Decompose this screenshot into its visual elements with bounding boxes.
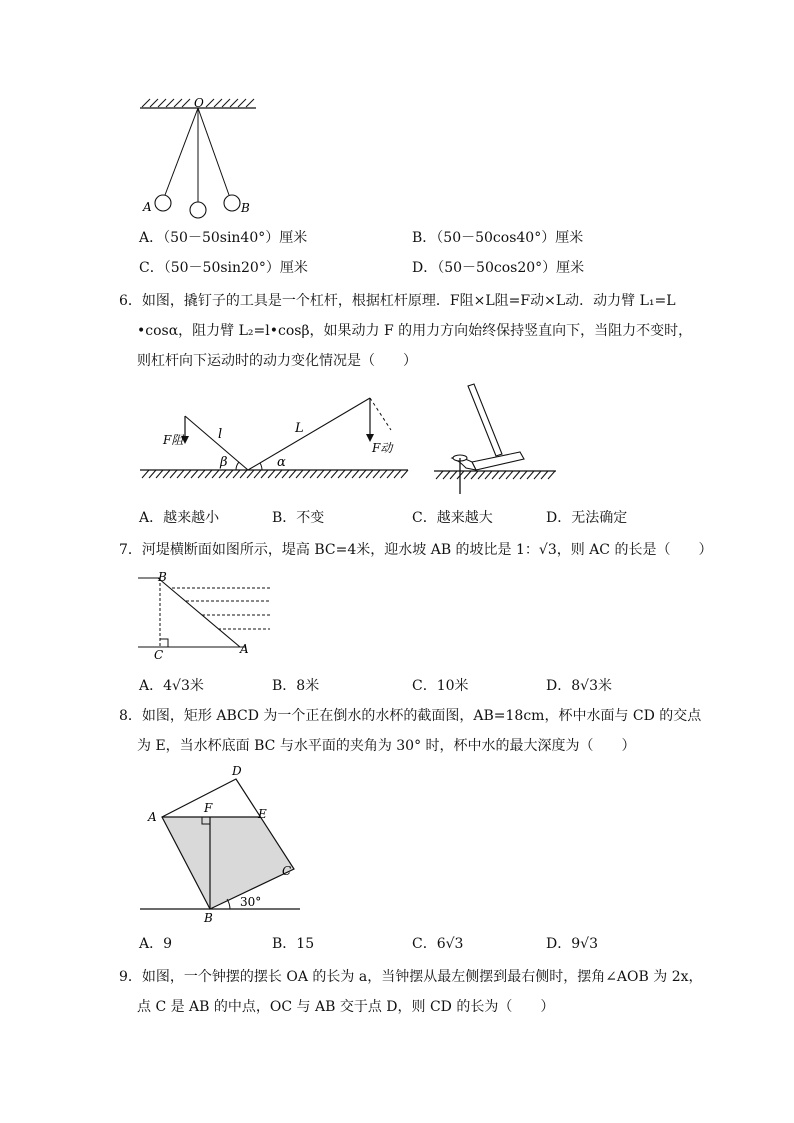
q7-stem-line1: 7．河堤横断面如图所示，堤高 BC=4米，迎水坡 AB 的坡比是 1：√3，则 AC 的长是（ ） [119, 542, 713, 558]
label-B: B [158, 570, 167, 584]
embankment-figure [136, 568, 276, 662]
q8-stem-line1: 8．如图，矩形 ABCD 为一个正在倒水的水杯的截面图，AB=18cm，杯中水面与 CD 的交点 [119, 708, 702, 724]
option-text: 4√3米 [163, 678, 204, 694]
option-text: 越来越小 [163, 510, 220, 526]
bob-left [155, 195, 171, 211]
label-beta: β [220, 455, 228, 470]
option-text: 8米 [296, 678, 320, 694]
string-left [165, 108, 198, 195]
tilted-cup-figure [136, 762, 316, 924]
q5-option-b[interactable] [412, 228, 583, 248]
label-A: A [240, 642, 249, 656]
label-C: C [154, 648, 164, 662]
q6-stem-line3: 则杠杆向下运动时的动力变化情况是（ ） [137, 353, 417, 369]
option-text: （50－50cos20°）厘米 [437, 260, 585, 276]
option-letter: D． [412, 260, 438, 276]
q7-option-d[interactable] [546, 676, 612, 696]
label-F-resistance: F阻 [163, 433, 184, 447]
label-D: D [232, 764, 242, 778]
q7-option-b[interactable] [272, 676, 319, 696]
claw-hammer-illustration [432, 382, 562, 497]
option-text: 9√3 [571, 936, 598, 952]
option-letter: B． [272, 936, 297, 952]
option-letter: C． [139, 260, 164, 276]
option-text: 不变 [296, 510, 325, 526]
label-B: B [241, 201, 250, 215]
string-right [198, 108, 229, 195]
option-letter: A． [139, 936, 164, 952]
q6-option-d[interactable] [546, 508, 627, 528]
label-B: B [204, 911, 213, 924]
option-letter: B． [412, 230, 437, 246]
option-letter: A． [139, 510, 164, 526]
option-letter: B． [272, 678, 297, 694]
q5-option-d[interactable] [412, 258, 584, 278]
option-letter: C． [412, 678, 437, 694]
water-region [162, 817, 294, 909]
label-A: A [143, 200, 152, 214]
q6-option-c[interactable] [412, 508, 493, 528]
q8-option-b[interactable] [272, 934, 314, 954]
q9-stem-line1: 9．如图，一个钟摆的摆长 OA 的长为 a，当钟摆从最左侧摆到最右侧时，摆角∠AOB 为 2x， [119, 969, 703, 985]
q8-option-c[interactable] [412, 934, 463, 954]
option-text: （50－50sin40°）厘米 [163, 230, 308, 246]
q5-option-c[interactable] [139, 258, 308, 278]
option-text: 10米 [436, 678, 469, 694]
q7-option-a[interactable] [139, 676, 204, 696]
option-letter: A． [139, 230, 164, 246]
option-letter: D． [546, 678, 572, 694]
label-F: F [204, 801, 213, 815]
q8-option-a[interactable] [139, 934, 172, 954]
option-letter: C． [412, 936, 437, 952]
option-text: 6√3 [436, 936, 464, 952]
bob-middle [190, 202, 206, 218]
option-letter: C． [412, 510, 437, 526]
label-C: C [282, 864, 292, 878]
bob-right [224, 195, 240, 211]
q5-option-a[interactable] [139, 228, 307, 248]
label-alpha: α [277, 455, 286, 470]
long-arm [248, 398, 370, 470]
q8-stem-line2: 为 E，当水杯底面 BC 与水平面的夹角为 30° 时，杯中水的最大深度为（ ） [137, 738, 636, 754]
option-text: 9 [163, 936, 173, 952]
label-F-effort: F动 [372, 441, 393, 455]
option-text: 8√3米 [571, 678, 612, 694]
label-L: L [295, 421, 304, 436]
option-text: 无法确定 [571, 510, 628, 526]
option-text: 越来越大 [436, 510, 493, 526]
label-l: l [218, 427, 223, 442]
pendulum-figure [136, 94, 266, 224]
label-O: O [194, 96, 204, 110]
option-letter: A． [139, 678, 164, 694]
q6-stem-line1: 6．如图，撬钉子的工具是一个杠杆，根据杠杆原理．F阻×L阻=F动×L动．动力臂 L₁=L [119, 293, 676, 309]
q6-option-b[interactable] [272, 508, 324, 528]
option-text: （50－50sin20°）厘米 [163, 260, 308, 276]
label-angle-30: 30° [240, 895, 262, 909]
option-text: （50－50cos40°）厘米 [436, 230, 584, 246]
option-letter: D． [546, 936, 572, 952]
q8-option-d[interactable] [546, 934, 598, 954]
option-letter: D． [546, 510, 572, 526]
label-A: A [148, 810, 157, 824]
q6-stem-line2: •cosα，阻力臂 L₂=l•cosβ，如果动力 F 的用力方向始终保持竖直向下，当阻力不变时， [137, 323, 693, 339]
hammer-handle [468, 384, 502, 456]
label-E: E [258, 807, 267, 821]
q9-stem-line2: 点 C 是 AB 的中点，OC 与 AB 交于点 D，则 CD 的长为（ ） [137, 999, 555, 1015]
option-letter: B． [272, 510, 297, 526]
q7-option-c[interactable] [412, 676, 469, 696]
option-text: 15 [296, 936, 315, 952]
lever-diagram [136, 392, 416, 484]
q6-option-a[interactable] [139, 508, 219, 528]
